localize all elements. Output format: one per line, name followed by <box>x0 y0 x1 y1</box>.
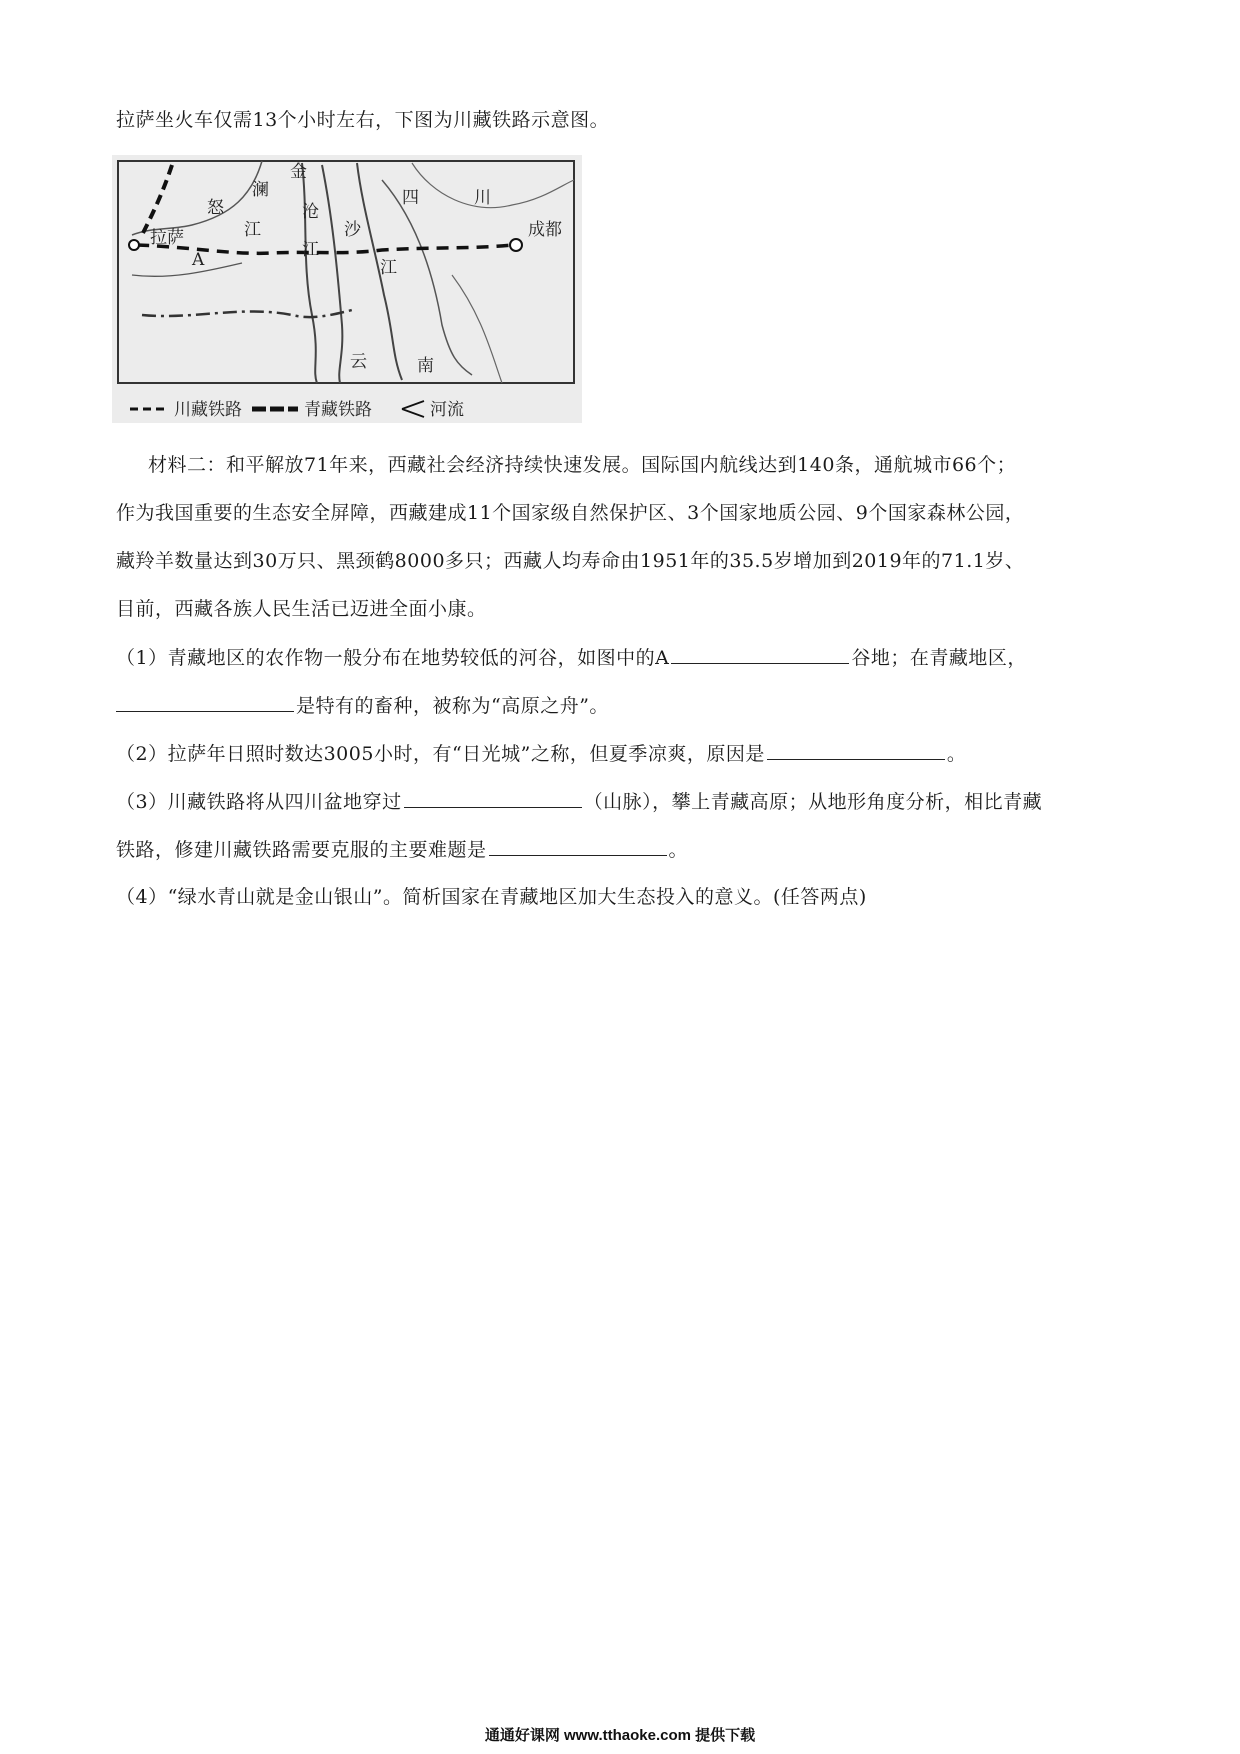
border-line <box>142 310 352 317</box>
label-cang: 沧 <box>302 202 319 222</box>
label-lasa: 拉萨 <box>150 228 184 248</box>
question-2-line <box>116 741 966 766</box>
label-nu: 怒 <box>207 198 224 218</box>
question-1-line-2 <box>116 693 609 718</box>
lancangjiang-river <box>322 165 342 383</box>
q1-answer-blank-b[interactable] <box>116 693 294 712</box>
q3-answer-blank-b[interactable] <box>489 837 667 856</box>
province-border <box>452 275 502 383</box>
label-sha: 沙 <box>344 220 361 240</box>
map-drawing <box>112 155 582 423</box>
intro-line: 拉萨坐火车仅需13个小时左右，下图为川藏铁路示意图。 <box>116 109 610 131</box>
label-si: 四 <box>402 188 419 208</box>
lasa-marker <box>129 240 139 250</box>
nujiang-river <box>302 163 317 383</box>
river-line <box>132 263 242 276</box>
legend-river-label: 河流 <box>430 400 464 420</box>
q3-text-a: （3）川藏铁路将从四川盆地穿过 <box>116 791 402 813</box>
label-yun: 云 <box>350 352 367 372</box>
q1-text-c: 是特有的畜种，被称为“高原之舟”。 <box>296 695 609 717</box>
material2-line-1: 材料二：和平解放71年来，西藏社会经济持续快速发展。国际国内航线达到140条，通航城市66个； <box>148 454 1017 476</box>
label-chengdu: 成都 <box>528 220 562 240</box>
map-frame <box>118 161 574 383</box>
footer-source: 通通好课网 www.tthaoke.com 提供下载 <box>484 1727 756 1744</box>
q2-text-b: 。 <box>946 743 967 765</box>
sichuan-tibet-railway-map <box>112 155 582 423</box>
qingzang-railway <box>142 165 172 235</box>
q3-text-c: 铁路，修建川藏铁路需要克服的主要难题是 <box>116 839 487 861</box>
label-lan: 澜 <box>252 180 269 200</box>
material2-line-3: 藏羚羊数量达到30万只、黑颈鹤8000多只；西藏人均寿命由1951年的35.5岁增加到2019年的71.1岁、 <box>116 550 1025 572</box>
q3-answer-blank-a[interactable] <box>404 789 582 808</box>
legend-river-swatch <box>402 401 424 417</box>
label-nan: 南 <box>417 356 434 376</box>
question-4-line: （4）“绿水青山就是金山银山”。简析国家在青藏地区加大生态投入的意义。(任答两点) <box>116 886 867 908</box>
chengdu-marker <box>510 239 522 251</box>
province-border <box>412 163 574 208</box>
legend-chuanzang-label: 川藏铁路 <box>174 400 242 420</box>
material2-line-2: 作为我国重要的生态安全屏障，西藏建成11个国家级自然保护区、3个国家地质公园、9个国家森林公园， <box>116 502 1025 524</box>
label-nu-jiang: 江 <box>244 220 261 240</box>
q3-text-d: 。 <box>668 839 689 861</box>
question-3-line-1 <box>116 789 1042 814</box>
label-jin: 金 <box>290 162 307 182</box>
river-line <box>132 161 262 235</box>
q1-text-b: 谷地；在青藏地区， <box>851 647 1027 669</box>
label-chuan: 川 <box>474 188 491 208</box>
q1-answer-blank-a[interactable] <box>671 645 849 664</box>
question-1-line-1 <box>116 645 1027 670</box>
material2-line-4: 目前，西藏各族人民生活已迈进全面小康。 <box>116 598 487 620</box>
q3-text-b: （山脉），攀上青藏高原；从地形角度分析，相比青藏 <box>583 791 1043 813</box>
q2-answer-blank[interactable] <box>767 741 945 760</box>
label-point-a: A <box>192 250 205 270</box>
label-jinsha-jiang: 江 <box>380 258 397 278</box>
q2-text-a: （2）拉萨年日照时数达3005小时，有“日光城”之称，但夏季凉爽，原因是 <box>116 743 765 765</box>
legend-qingzang-label: 青藏铁路 <box>304 400 372 420</box>
label-lancang-jiang: 江 <box>302 240 319 260</box>
question-3-line-2 <box>116 837 688 862</box>
q1-text-a: （1）青藏地区的农作物一般分布在地势较低的河谷，如图中的A <box>116 647 670 669</box>
